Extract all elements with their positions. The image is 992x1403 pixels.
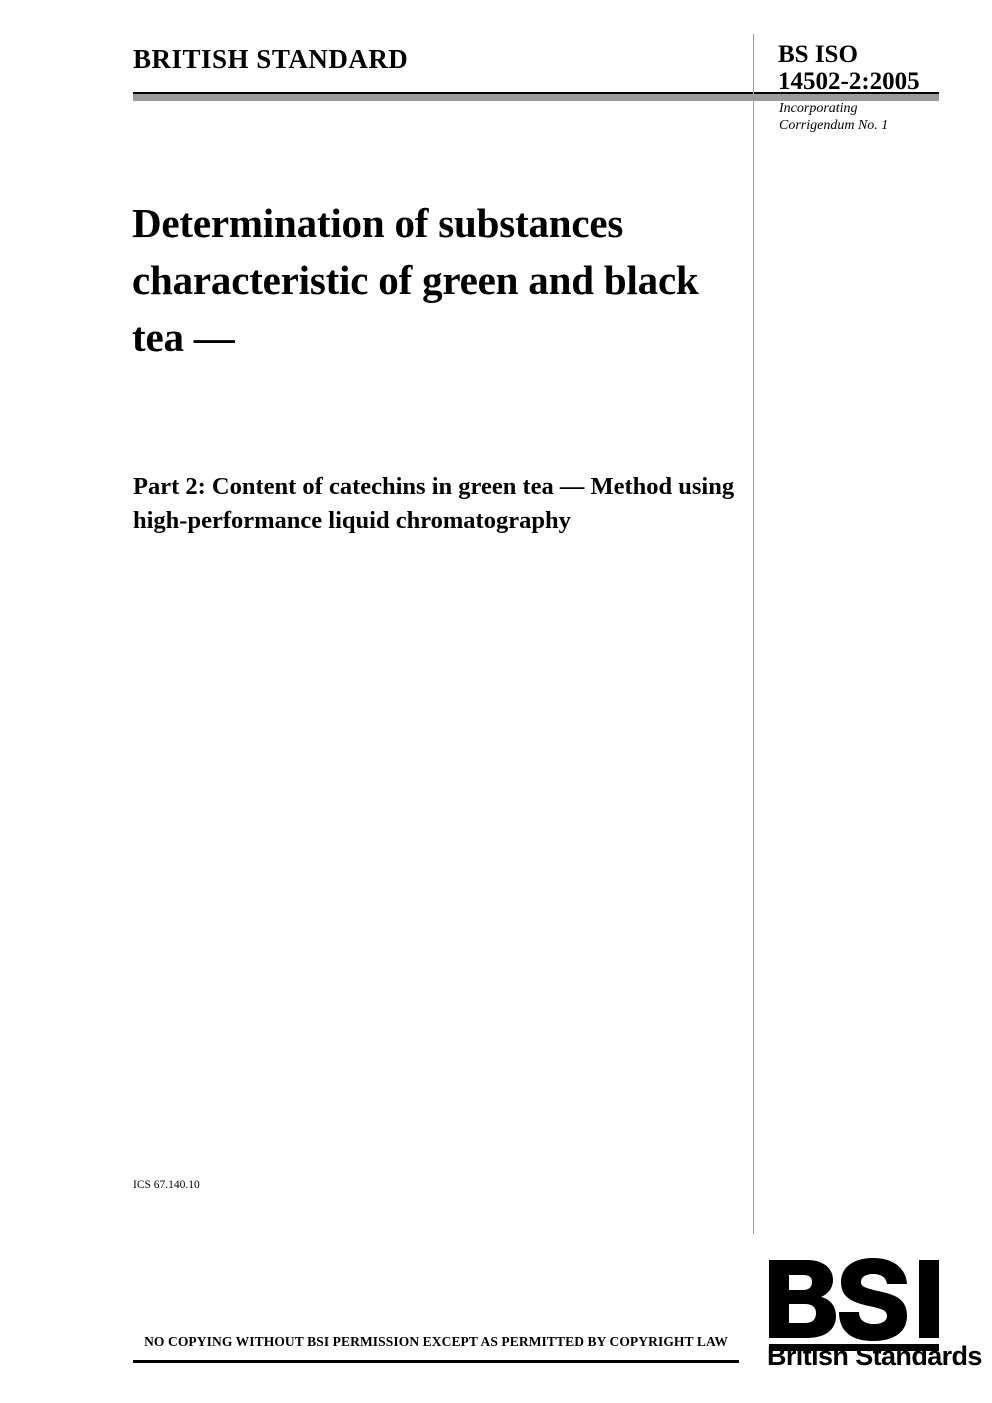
corrigendum-line1: Incorporating [779, 101, 858, 116]
bsi-wordmark: British Standards [767, 1341, 982, 1371]
standard-number-line2: 14502-2:2005 [778, 68, 920, 95]
page-title: Determination of substances characteristic of green and black tea — [132, 200, 699, 360]
ics-code: ICS 67.140.10 [133, 1179, 200, 1191]
page-subtitle: Part 2: Content of catechins in green tea — Method using high-performance liquid chromatography [133, 473, 735, 534]
british-standard-label: BRITISH STANDARD [133, 44, 409, 74]
corrigendum-line2: Corrigendum No. 1 [779, 118, 889, 133]
copyright-notice: NO COPYING WITHOUT BSI PERMISSION EXCEPT AS PERMITTED BY COPYRIGHT LAW [144, 1334, 728, 1349]
corrigendum-note [779, 100, 969, 134]
standard-number [778, 41, 958, 95]
standard-number-line1: BS ISO [778, 41, 858, 68]
vertical-divider [753, 34, 754, 1234]
footer-divider-rule [133, 1360, 739, 1363]
